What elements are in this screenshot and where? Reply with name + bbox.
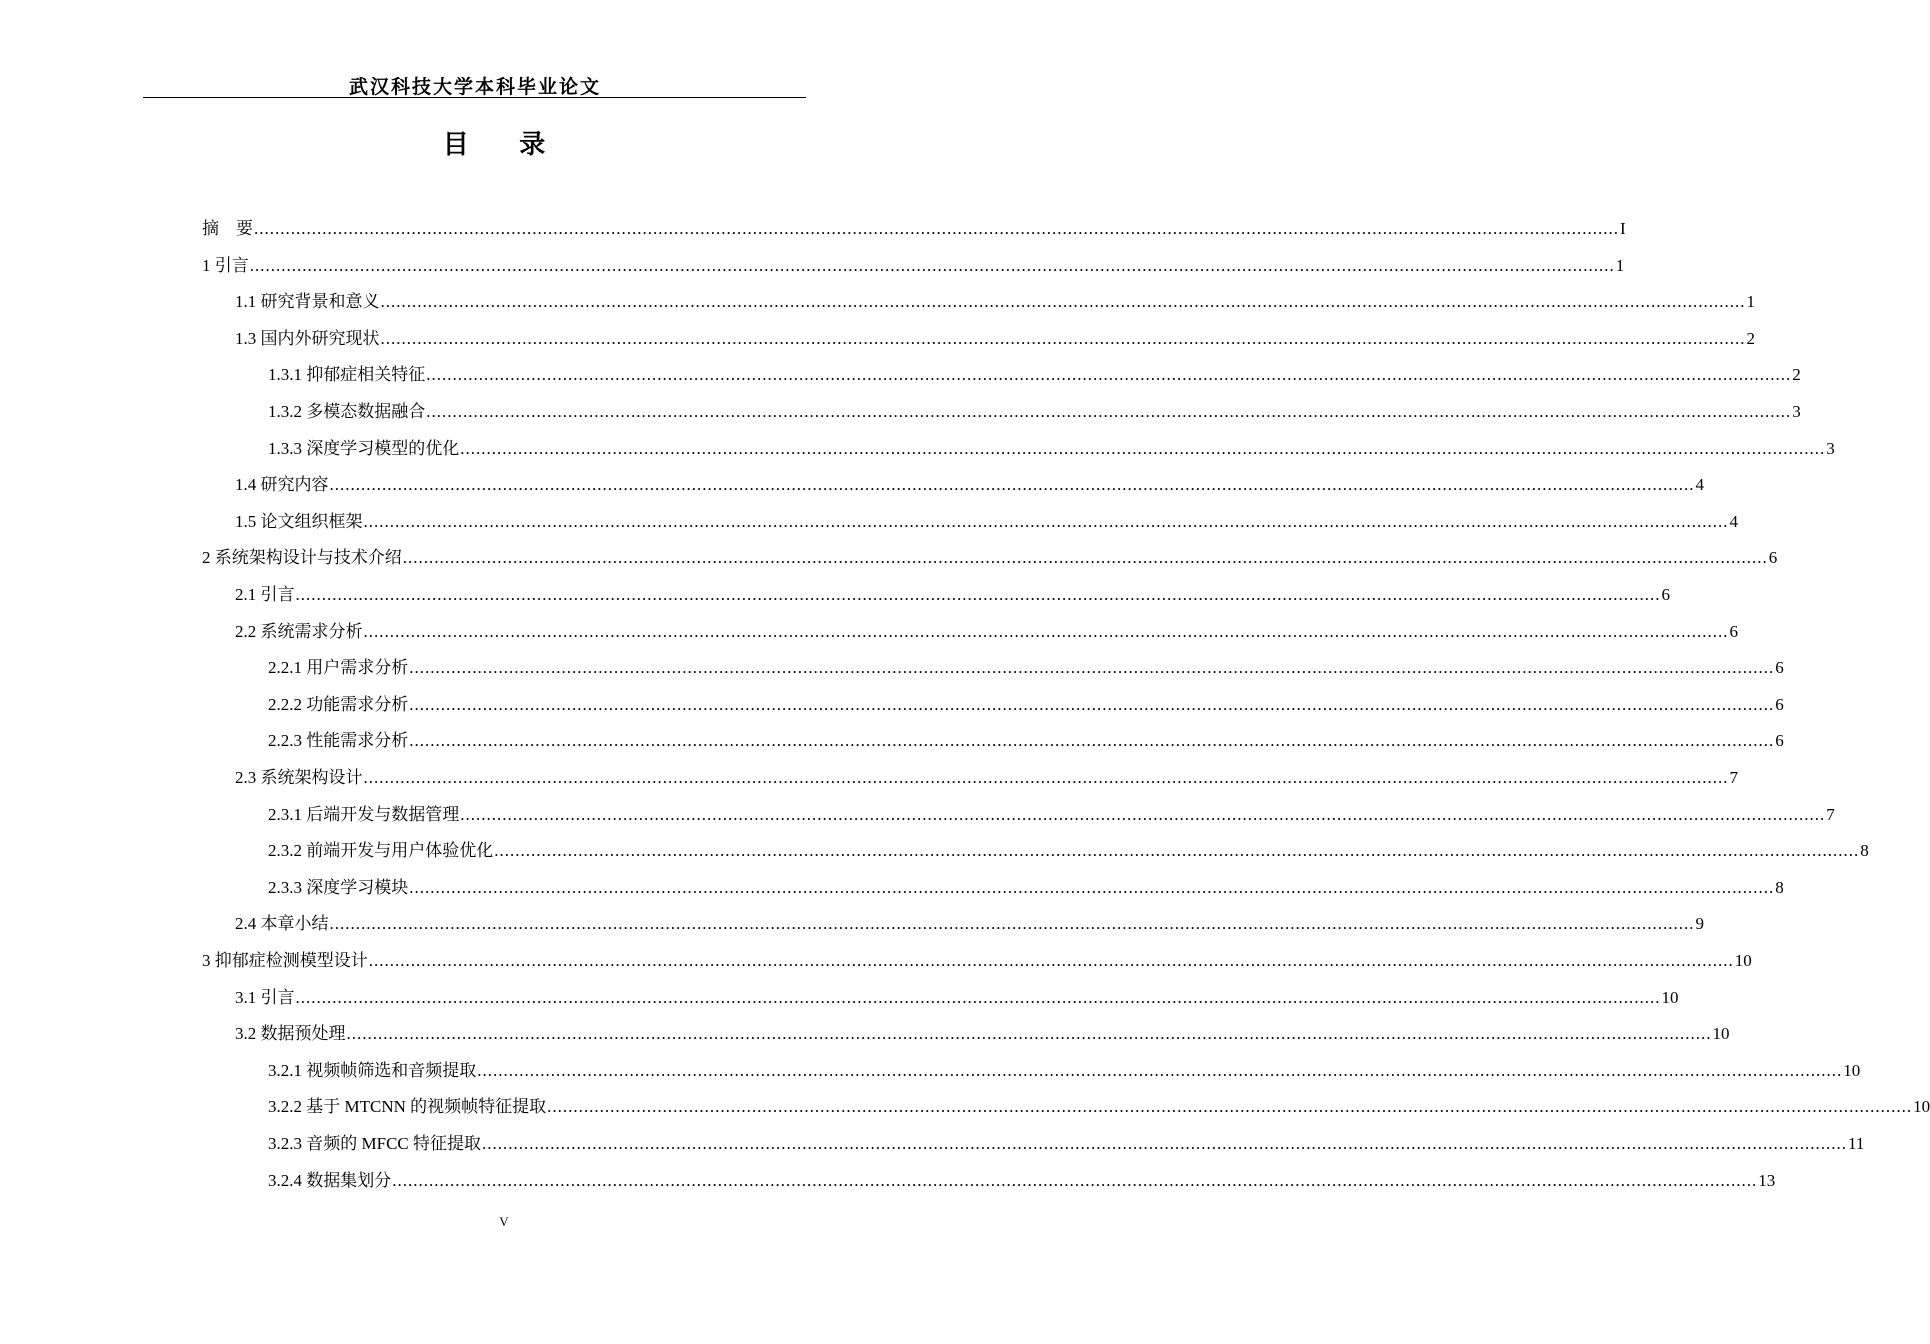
toc-entry-page: 6 (1775, 658, 1784, 678)
toc-entry[interactable] (235, 985, 1679, 1011)
toc-entry-page: 7 (1826, 804, 1835, 824)
toc-entry-label: 3 抑郁症检测模型设计 (202, 951, 368, 970)
toc-dot-leader: .................................................................................................................................................................................................................................................................... (460, 438, 1826, 458)
toc-dot-leader: .................................................................................................................................................................................................................................................................... (346, 1024, 1712, 1044)
toc-entry-label: 1 引言 (202, 255, 249, 275)
toc-entry[interactable] (235, 509, 1738, 535)
toc-dot-leader: .................................................................................................................................................................................................................................................................... (460, 804, 1826, 824)
toc-entry-label: 1.4 研究内容 (235, 475, 329, 495)
toc-entry-label: 3.1 引言 (235, 987, 295, 1007)
toc-dot-leader: .................................................................................................................................................................................................................................................................... (409, 731, 1775, 751)
toc-entry-page: 4 (1729, 511, 1738, 531)
toc-entry-label: 摘 要 (202, 219, 253, 238)
toc-dot-leader: .................................................................................................................................................................................................................................................................... (409, 694, 1775, 714)
toc-dot-leader: .................................................................................................................................................................................................................................................................... (426, 402, 1792, 421)
toc-entry-label: 3.2.3 音频的 MFCC 特征提取 (268, 1134, 481, 1153)
toc-entry[interactable] (202, 253, 1625, 279)
toc-entry[interactable] (268, 838, 1869, 864)
toc-dot-leader: .................................................................................................................................................................................................................................................................... (380, 292, 1746, 312)
toc-entry-page: 3 (1792, 402, 1801, 421)
toc-entry[interactable] (268, 728, 1784, 754)
toc-entry-label: 1.3.1 抑郁症相关特征 (268, 365, 426, 385)
toc-entry-label: 2.2.1 用户需求分析 (268, 658, 409, 678)
toc-entry-page: I (1620, 219, 1626, 238)
toc-dot-leader: .................................................................................................................................................................................................................................................................... (368, 951, 1734, 970)
toc-entry-label: 2.1 引言 (235, 585, 295, 604)
toc-entry[interactable] (268, 692, 1784, 718)
toc-dot-leader: .................................................................................................................................................................................................................................................................... (494, 841, 1860, 861)
toc-entry-page: 6 (1661, 585, 1670, 604)
toc-entry-page: 4 (1695, 475, 1704, 495)
toc-entry-page: 10 (1913, 1097, 1930, 1117)
toc-entry-page: 2 (1792, 365, 1801, 385)
toc-dot-leader: .................................................................................................................................................................................................................................................................... (254, 219, 1619, 238)
toc-entry-page: 11 (1848, 1134, 1865, 1153)
toc-dot-leader: .................................................................................................................................................................................................................................................................... (482, 1134, 1847, 1153)
toc-entry[interactable] (202, 948, 1752, 974)
toc-entry[interactable] (235, 289, 1755, 315)
toc-entry-label: 3.2.4 数据集划分 (268, 1170, 392, 1190)
toc-entry[interactable] (235, 326, 1755, 352)
toc-entry-page: 2 (1746, 328, 1755, 348)
toc-entry[interactable] (268, 1058, 1861, 1084)
toc-dot-leader: .................................................................................................................................................................................................................................................................... (547, 1097, 1913, 1117)
toc-dot-leader: .................................................................................................................................................................................................................................................................... (426, 365, 1792, 385)
toc-entry-label: 2.2 系统需求分析 (235, 621, 363, 641)
toc-entry-label: 1.5 论文组织框架 (235, 511, 363, 531)
toc-dot-leader: .................................................................................................................................................................................................................................................................... (363, 768, 1729, 787)
toc-entry[interactable] (235, 1021, 1730, 1047)
toc-entry[interactable] (268, 1094, 1930, 1120)
toc-entry-page: 8 (1775, 877, 1784, 897)
toc-entry-page: 6 (1775, 731, 1784, 751)
toc-entry-page: 8 (1860, 841, 1869, 861)
toc-entry-label: 2.3 系统架构设计 (235, 768, 363, 787)
toc-entry-page: 9 (1695, 914, 1704, 934)
toc-dot-leader: .................................................................................................................................................................................................................................................................... (380, 328, 1746, 348)
toc-entry-label: 2.3.3 深度学习模块 (268, 877, 409, 897)
toc-entry[interactable] (268, 875, 1784, 901)
running-header-title: 武汉科技大学本科毕业论文 (348, 77, 601, 98)
toc-entry[interactable] (268, 399, 1801, 425)
toc-dot-leader: .................................................................................................................................................................................................................................................................... (295, 987, 1661, 1007)
toc-dot-leader: .................................................................................................................................................................................................................................................................... (392, 1170, 1758, 1190)
toc-title: 目 录 (442, 130, 568, 159)
toc-entry[interactable] (202, 545, 1778, 571)
toc-dot-leader: .................................................................................................................................................................................................................................................................... (295, 585, 1661, 604)
footer-page-number: V (499, 1214, 509, 1229)
toc-entry-page: 1 (1615, 255, 1625, 275)
toc-entry-label: 1.3.2 多模态数据融合 (268, 402, 426, 421)
toc-entry[interactable] (268, 1168, 1776, 1194)
toc-dot-leader: .................................................................................................................................................................................................................................................................... (363, 621, 1729, 641)
toc-entry[interactable] (235, 582, 1670, 608)
toc-entry[interactable] (268, 655, 1784, 681)
toc-entry-page: 10 (1734, 951, 1752, 970)
toc-dot-leader: .................................................................................................................................................................................................................................................................... (402, 548, 1768, 568)
toc-entry-label: 2.3.2 前端开发与用户体验优化 (268, 841, 494, 861)
toc-entry[interactable] (268, 1131, 1865, 1157)
toc-dot-leader: .................................................................................................................................................................................................................................................................... (363, 511, 1729, 531)
toc-entry-page: 3 (1826, 438, 1835, 458)
toc-entry-label: 3.2.2 基于 MTCNN 的视频帧特征提取 (268, 1097, 547, 1117)
toc-entry-page: 10 (1843, 1060, 1861, 1080)
toc-dot-leader: .................................................................................................................................................................................................................................................................... (409, 658, 1775, 678)
toc-entry-label: 1.3.3 深度学习模型的优化 (268, 438, 460, 458)
toc-entry[interactable] (235, 472, 1704, 498)
toc-entry[interactable] (268, 436, 1835, 462)
toc-entry-label: 1.3 国内外研究现状 (235, 328, 380, 348)
toc-entry-label: 1.1 研究背景和意义 (235, 292, 380, 312)
toc-entry[interactable] (202, 216, 1626, 242)
toc-entry-label: 3.2.1 视频帧筛选和音频提取 (268, 1060, 477, 1080)
toc-entry-page: 6 (1775, 694, 1784, 714)
toc-entry-label: 2 系统架构设计与技术介绍 (202, 548, 402, 568)
toc-dot-leader: .................................................................................................................................................................................................................................................................... (477, 1060, 1843, 1080)
toc-entry-page: 10 (1712, 1024, 1730, 1044)
toc-entry-label: 2.2.2 功能需求分析 (268, 694, 409, 714)
toc-entry-label: 3.2 数据预处理 (235, 1024, 346, 1044)
toc-entry-page: 7 (1729, 768, 1738, 787)
toc-entry[interactable] (268, 362, 1801, 388)
toc-entry[interactable] (235, 619, 1738, 645)
toc-dot-leader: .................................................................................................................................................................................................................................................................... (329, 475, 1695, 495)
toc-entry-page: 6 (1729, 621, 1738, 641)
toc-entry-page: 10 (1661, 987, 1679, 1007)
toc-entry-page: 13 (1758, 1170, 1776, 1190)
toc-entry-page: 6 (1768, 548, 1778, 568)
toc-entry-label: 2.4 本章小结 (235, 914, 329, 934)
toc-entry-page: 1 (1746, 292, 1755, 312)
toc-dot-leader: .................................................................................................................................................................................................................................................................... (329, 914, 1695, 934)
toc-entry[interactable] (235, 911, 1704, 937)
toc-entry[interactable] (268, 802, 1835, 828)
toc-entry[interactable] (235, 765, 1738, 791)
toc-entry-label: 2.2.3 性能需求分析 (268, 731, 409, 751)
toc-dot-leader: .................................................................................................................................................................................................................................................................... (409, 877, 1775, 897)
toc-dot-leader: .................................................................................................................................................................................................................................................................... (249, 255, 1615, 275)
header-divider (143, 97, 806, 98)
toc-entry-label: 2.3.1 后端开发与数据管理 (268, 804, 460, 824)
